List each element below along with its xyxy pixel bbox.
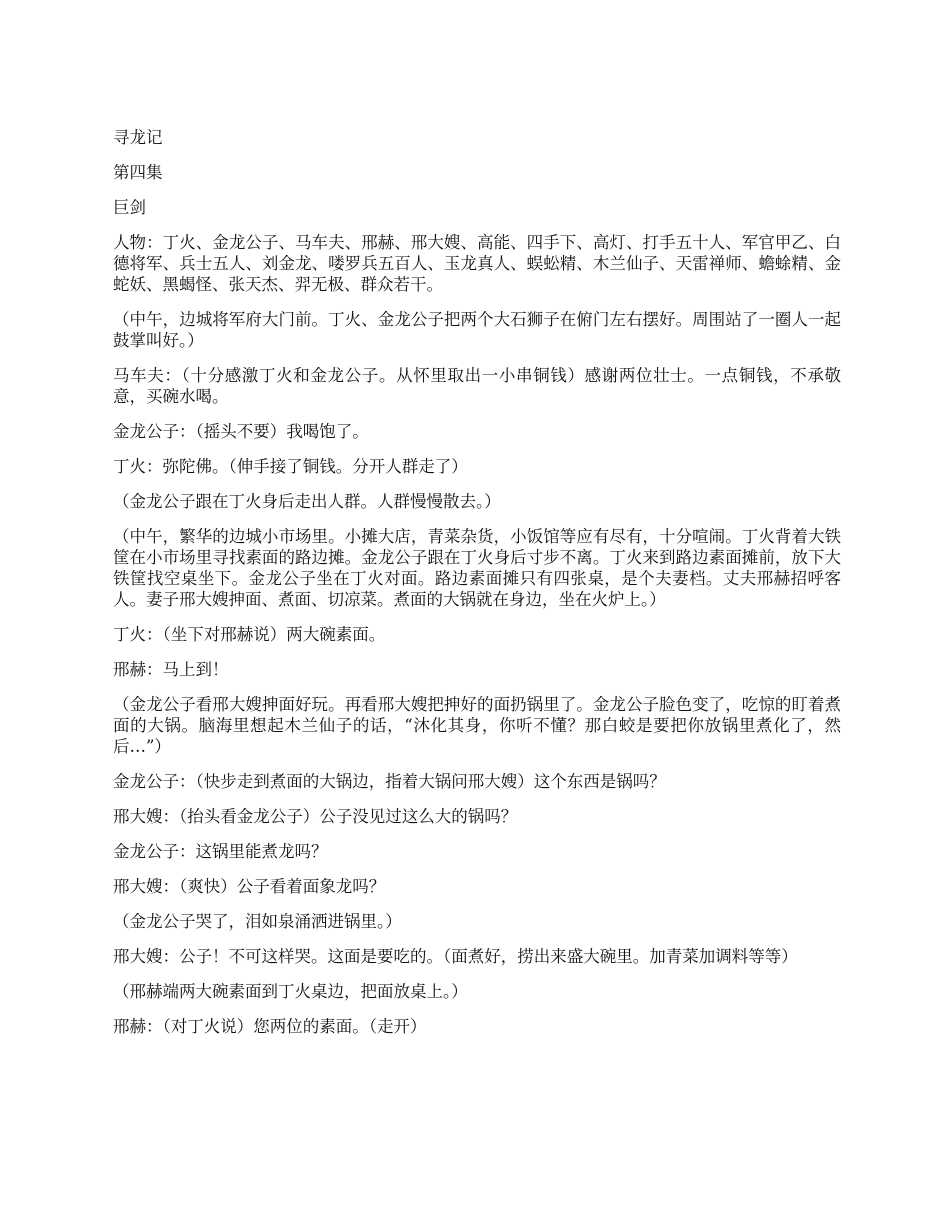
stage-direction: （金龙公子哭了，泪如泉涌洒进锅里。） <box>113 912 402 931</box>
dialogue-line: 邢赫：（对丁火说）您两位的素面。（走开） <box>113 1017 427 1036</box>
dialogue-line: 邢大嫂：公子！不可这样哭。这面是要吃的。（面煮好，捞出来盛大碗里。加青菜加调料等等） <box>113 947 798 966</box>
dialogue-line: 金龙公子：这锅里能煮龙吗？ <box>113 842 328 861</box>
stage-direction: （金龙公子跟在丁火身后走出人群。人群慢慢散去。） <box>113 492 501 511</box>
stage-direction: （邢赫端两大碗素面到丁火桌边，把面放桌上。） <box>113 982 468 1001</box>
dialogue-line: 金龙公子：（摇头不要）我喝饱了。 <box>113 422 369 441</box>
dialogue-line: 金龙公子：（快步走到煮面的大锅边，指着大锅问邢大嫂）这个东西是锅吗？ <box>113 772 666 791</box>
chapter-heading: 巨剑 <box>113 198 146 217</box>
dialogue-line: 邢大嫂：（抬头看金龙公子）公子没见过这么大的锅吗？ <box>113 807 518 826</box>
stage-direction: （中午，繁华的边城小市场里。小摊大店，青菜杂货，小饭馆等应有尽有，十分喧闹。丁火背着大铁筐在小市场里寻找素面的路边摊。金龙公子跟在丁火身后寸步不离。丁火来到路边素面摊前，放下大铁筐找空桌坐下。金龙公子坐在丁火对面。路边素面摊只有四张桌，是个夫妻档。丈夫邢赫招呼客人。妻子邢大嫂抻面、煮面、切凉菜。煮面的大锅就在身边，坐在火炉上。） <box>113 527 841 609</box>
episode-heading: 第四集 <box>113 163 163 182</box>
cast-list: 人物：丁火、金龙公子、马车夫、邢赫、邢大嫂、高能、四手下、高灯、打手五十人、军官甲乙、白德将军、兵士五人、刘金龙、喽罗兵五百人、玉龙真人、蜈蚣精、木兰仙子、天雷禅师、蟾蜍精、金蛇妖、黑蝎怪、张天杰、羿无极、群众若干。 <box>113 233 841 294</box>
dialogue-line: 丁火：（坐下对邢赫说）两大碗素面。 <box>113 625 386 644</box>
stage-direction: （金龙公子看邢大嫂抻面好玩。再看邢大嫂把抻好的面扔锅里了。金龙公子脸色变了，吃惊的盯着煮面的大锅。脑海里想起木兰仙子的话，“沐化其身，你听不懂？那白蛟是要把你放锅里煮化了，然后…”） <box>113 695 841 756</box>
dialogue-line: 丁火：弥陀佛。（伸手接了铜钱。分开人群走了） <box>113 457 468 476</box>
dialogue-line: 邢大嫂：（爽快）公子看着面象龙吗？ <box>113 877 386 896</box>
document-body <box>113 127 841 1051</box>
stage-direction: （中午，边城将军府大门前。丁火、金龙公子把两个大石狮子在俯门左右摆好。周围站了一圈人一起鼓掌叫好。） <box>113 310 841 350</box>
dialogue-line: 马车夫：（十分感激丁火和金龙公子。从怀里取出一小串铜钱）感谢两位壮士。一点铜钱，不承敬意，买碗水喝。 <box>113 366 841 406</box>
dialogue-line: 邢赫：马上到！ <box>113 660 229 679</box>
document-title: 寻龙记 <box>113 128 163 147</box>
